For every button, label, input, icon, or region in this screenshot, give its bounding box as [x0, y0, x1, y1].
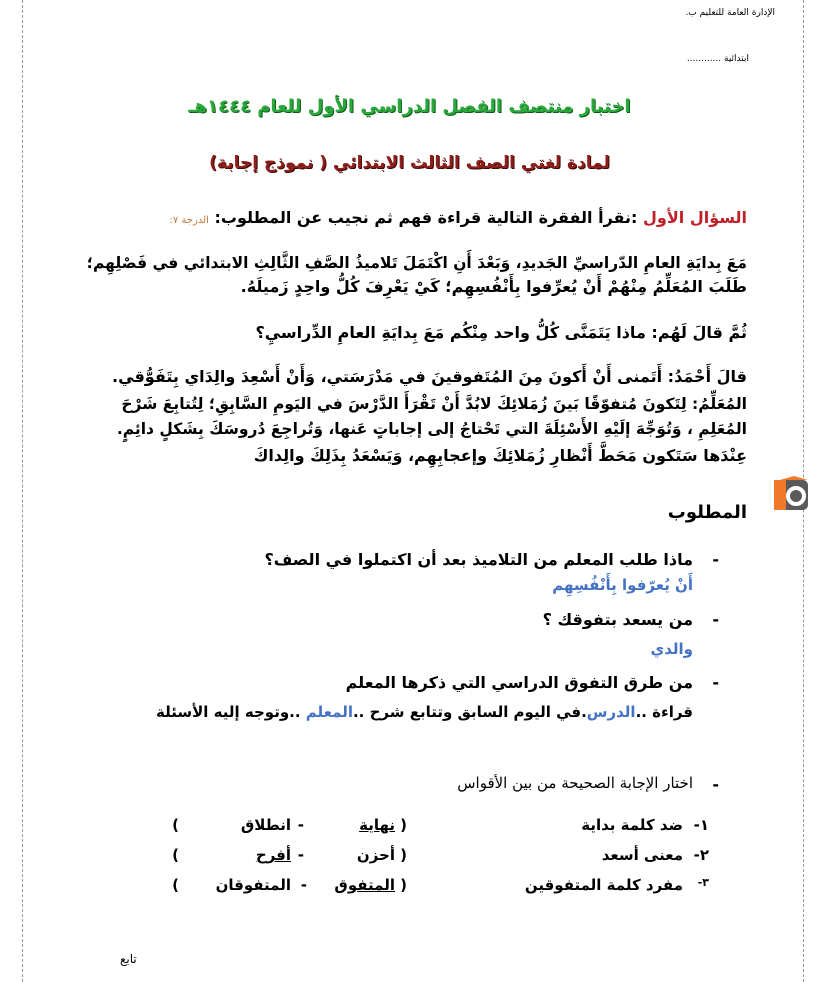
passage-line-7: عِنْدَها سَتَكون مَحَطَّ أَنْظارِ زُمَلائِكَ وإعجابِهِم، وَيَسْعَدُ بِذَلِكَ والِداكَ: [253, 446, 747, 465]
mcq-3-num: ٣-: [697, 876, 709, 889]
mcq-2-open: (: [400, 846, 407, 864]
continue-label: تابع: [120, 952, 137, 966]
q1-text: ماذا طلب المعلم من التلاميذ بعد أن اكتملوا في الصف؟: [264, 550, 693, 569]
mcq-3-option-2: المتفوقان: [215, 876, 291, 894]
passage-line-2: طَلَبَ المُعَلِّمُ مِنْهُمْ أَنْ يُعرِّفوا بِأَنْفُسِهِم؛ كَيْ يَعْرِفَ كُلُّ واحِدٍ زَميلَهُ.: [240, 277, 747, 296]
exam-title: اختبار منتصف الفصل الدراسي الأول للعام ١٤٤٤هـ: [188, 96, 631, 117]
question-instruction: :نقرأ الفقرة التالية قراءة فهم ثم نجيب عن المطلوب:: [214, 208, 638, 227]
mcq-1-prompt: ضد كلمة بداية: [581, 816, 683, 834]
q3-text: من طرق التفوق الدراسي التي ذكرها المعلم: [345, 673, 693, 692]
mcq-3-close: ): [172, 876, 179, 894]
mcq-1-close: ): [172, 816, 179, 834]
mcq-1-num: ١-: [693, 816, 709, 834]
mcq-1-sep: -: [297, 816, 304, 834]
q1-bullet: -: [712, 550, 719, 569]
q2-answer: والدي: [650, 640, 693, 658]
exam-subtitle: لمادة لغتي الصف الثالث الابتدائي ( نموذج إجابة): [209, 153, 610, 173]
passage-line-1: مَعَ بِدايَةِ العامِ الدّراسيِّ الجَديدِ، وَبَعْدَ أَنِ اكْتَمَلَ تَلاميذُ الصَّفِ الثَّالِثِ الابتدائي في فَصْلِهِم؛: [86, 254, 747, 272]
q3-answer-part-3: .في اليوم السابق وتتابع شرح ..: [352, 703, 587, 721]
mcq-2-sep: -: [297, 846, 304, 864]
mcq-2-prompt: معنى أسعد: [601, 846, 683, 864]
q3-bullet: -: [712, 673, 719, 692]
mcq-3-prompt: مفرد كلمة المتفوقين: [524, 876, 683, 894]
school-line: ابتدائية ............: [686, 54, 749, 64]
mcq-3-open: (: [400, 876, 407, 894]
page-border-left: [22, 0, 23, 982]
q1-answer: أَنْ يُعرّفوا بِأَنْفُسِهِم: [552, 576, 693, 594]
admin-line: الإدارة العامة للتعليم ب.: [685, 8, 775, 18]
brand-logo-icon: [772, 474, 812, 514]
passage-line-3: ثُمَّ قالَ لَهُم: ماذا يَتَمَنَّى كُلُّ واحد مِنْكُم مَعَ بِدايَةِ العامِ الدِّراسيِ؟: [255, 323, 747, 342]
passage-line-5: المُعَلِّمُ: لِتَكونَ مُتفوّقًا بَينَ زُمَلائِكَ لابُدَّ أَنْ تَقْرَأَ الدَّرْسَ في اليَومِ السَّابِقِ؛ لِتُتابِعَ شَرْحَ: [121, 395, 747, 413]
q3-answer-teacher: المعلم: [305, 703, 353, 721]
mcq-2-close: ): [172, 846, 179, 864]
choose-bullet: -: [712, 775, 719, 794]
passage-line-6: المُعَلِمِ ، وَتُوَجِّهَ إلَيْهِ الأَسْئِلَةَ التي تَحْتاجُ إلى إجاباتٍ عَنها، وَتُراجِعَ دُروسَكَ بِشَكلٍ دائِمٍ.: [116, 420, 747, 438]
q2-bullet: -: [712, 610, 719, 629]
mcq-3-option-1: المتفوق: [334, 876, 395, 894]
grade-label: الدرجة ٧:: [169, 215, 209, 226]
mcq-2-num: ٢-: [693, 846, 709, 864]
question-label: السؤال الأول: [643, 208, 747, 227]
mcq-1-option-2: انطلاق: [240, 816, 291, 834]
q3-answer: [156, 703, 693, 721]
mcq-3-sep: -: [300, 876, 307, 894]
required-heading: المطلوب: [667, 502, 747, 523]
mcq-2-option-1: أحزن: [356, 846, 395, 864]
passage-line-4: قالَ أَحْمَدُ: أَتَمنى أَنْ أَكونَ مِنَ المُتَفوقينَ في مَدْرَسَتي، وَأَنْ أَسْعِدَ والِدَاي بِتَفَوُّقي.: [112, 367, 747, 386]
choose-instruction: اختار الإجابة الصحيحة من بين الأقواس: [457, 774, 693, 792]
q3-answer-lesson: الدرس: [586, 703, 636, 721]
mcq-2-option-2: أفرح: [255, 846, 291, 864]
q2-text: من يسعد بتفوقك ؟: [542, 610, 693, 629]
question-heading: [170, 208, 747, 227]
q3-answer-part-1: قراءة ..: [635, 703, 693, 721]
mcq-1-option-1: نهاية: [359, 816, 395, 834]
mcq-1-open: (: [400, 816, 407, 834]
q3-answer-part-5: ..وتوجه إليه الأسئلة: [156, 703, 306, 721]
